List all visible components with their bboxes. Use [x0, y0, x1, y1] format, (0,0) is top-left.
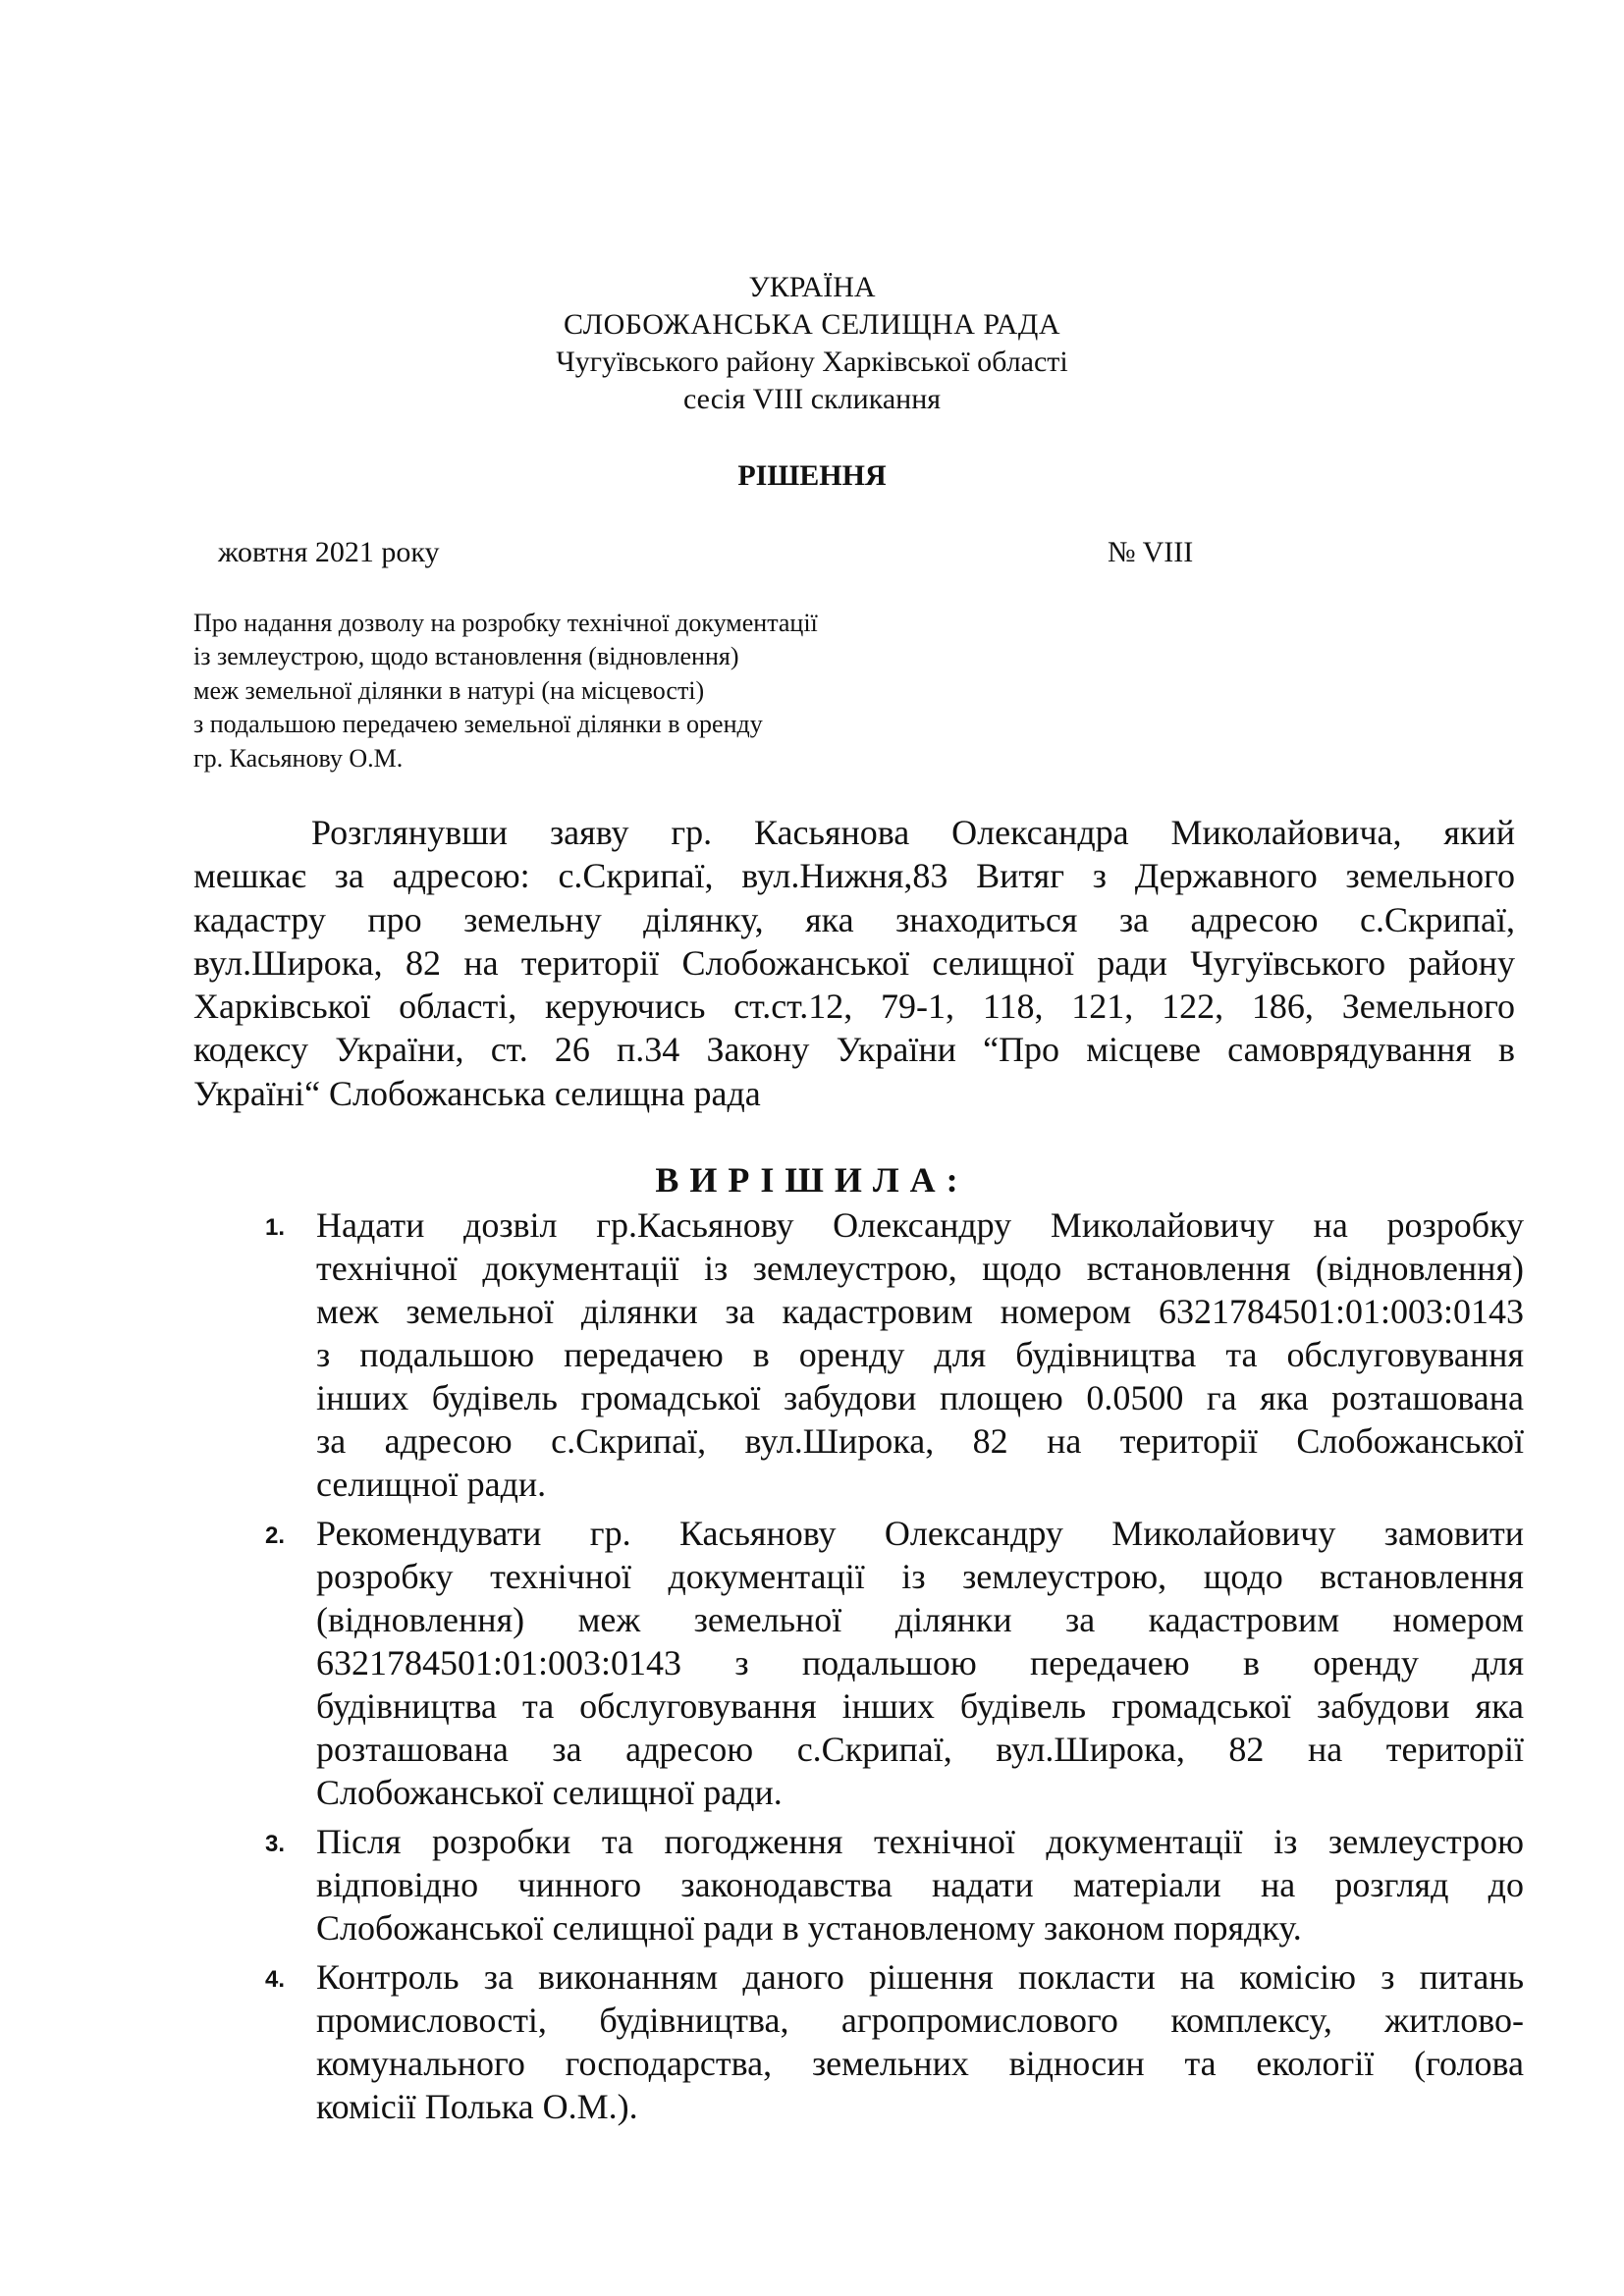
item-line: комунального господарства, земельних відносин та екології (голова	[316, 2044, 1524, 2083]
item-line: розташована за адресою с.Скрипаї, вул.Широка, 82 на території	[316, 1730, 1524, 1769]
preamble-line: вул.Широка, 82 на території Слобожанської селищної ради Чугуївського району	[193, 942, 1515, 983]
subject-line: із землеустрою, щодо встановлення (відновлення)	[193, 642, 739, 671]
preamble-line: кадастру про земельну ділянку, яка знаходиться за адресою с.Скрипаї,	[193, 899, 1515, 939]
preamble-paragraph	[193, 811, 1515, 1115]
decision-item-4	[257, 1955, 1524, 2128]
subject-line: Про надання дозволу на розробку технічної документації	[193, 609, 818, 637]
item-line: технічної документації із землеустрою, щодо встановлення (відновлення)	[316, 1249, 1524, 1288]
subject-line: з подальшою передачею земельної ділянки в оренду	[193, 710, 763, 739]
preamble-line: кодексу України, ст. 26 п.34 Закону України “Про місцеве самоврядування в	[193, 1030, 1515, 1070]
decision-item-3	[257, 1820, 1524, 1949]
decision-title: РІШЕННЯ	[737, 459, 887, 492]
country-heading: УКРАЇНА	[748, 271, 876, 303]
item-line: будівництва та обслуговування інших будівель громадської забудови яка	[316, 1686, 1524, 1726]
item-line: Після розробки та погодження технічної документації із землеустрою	[316, 1822, 1524, 1861]
item-line: розробку технічної документації із землеустрою, щодо встановлення	[316, 1557, 1524, 1596]
item-line: інших будівель громадської забудови площею 0.0500 га яка розташована	[316, 1378, 1524, 1417]
resolved-heading: ВИРІШИЛА:	[655, 1160, 969, 1200]
item-line: відповідно чинного законодавства надати матеріали на розгляд до	[316, 1865, 1524, 1904]
item-line: 6321784501:01:003:0143 з подальшою передачею в оренду для	[316, 1643, 1524, 1682]
decision-item-1	[257, 1203, 1524, 1506]
preamble-line: Розглянувши заяву гр. Касьянова Олександра Миколайовича, який	[311, 813, 1515, 852]
item-line: Надати дозвіл гр.Касьянову Олександру Миколайовичу на розробку	[316, 1205, 1524, 1245]
subject-line: гр. Касьянову О.М.	[193, 743, 404, 773]
item-line: Слобожанської селищної ради.	[316, 1773, 783, 1812]
decision-subject	[193, 607, 818, 775]
item-number: 4.	[265, 1966, 286, 1993]
session-heading: сесія VIII скликання	[682, 383, 942, 415]
item-line: Контроль за виконанням даного рішення покласти на комісію з питань	[316, 1957, 1524, 1997]
item-line: комісії Полька О.М.).	[316, 2087, 638, 2126]
item-line: за адресою с.Скрипаї, вул.Широка, 82 на території Слобожанської	[316, 1421, 1524, 1461]
item-line: меж земельної ділянки за кадастровим номером 6321784501:01:003:0143	[316, 1292, 1524, 1331]
item-line: Рекомендувати гр. Касьянову Олександру Миколайовичу замовити	[316, 1514, 1524, 1553]
decision-item-2	[257, 1512, 1524, 1814]
item-line: з подальшою передачею в оренду для будівництва та обслуговування	[316, 1335, 1524, 1374]
item-line: Слобожанської селищної ради в установленому законом порядку.	[316, 1908, 1302, 1948]
district-heading: Чугуївського району Харківської області	[556, 346, 1068, 378]
item-line: промисловості, будівництва, агропромислового комплексу, житлово-	[316, 2001, 1524, 2040]
item-number: 3.	[265, 1831, 286, 1857]
council-heading: СЛОБОЖАНСЬКА СЕЛИЩНА РАДА	[563, 308, 1061, 341]
preamble-line: Харківської області, керуючись ст.ст.12, 79-1, 118, 121, 122, 186, Земельного	[193, 987, 1515, 1027]
decision-items	[257, 1203, 1524, 2134]
item-line: селищної ради.	[316, 1465, 547, 1504]
item-line: (відновлення) меж земельної ділянки за кадастровим номером	[316, 1600, 1524, 1639]
item-number: 1.	[265, 1214, 286, 1241]
preamble-line: мешкає за адресою: с.Скрипаї, вул.Нижня,83 Витяг з Державного земельного	[193, 856, 1515, 896]
subject-line: меж земельної ділянки в натурі (на місцевості)	[193, 675, 705, 705]
decision-date: жовтня 2021 року	[218, 536, 440, 568]
preamble-line: Україні“ Слобожанська селищна рада	[193, 1073, 761, 1113]
item-number: 2.	[265, 1522, 286, 1549]
decision-number: № VIII	[1108, 536, 1194, 568]
